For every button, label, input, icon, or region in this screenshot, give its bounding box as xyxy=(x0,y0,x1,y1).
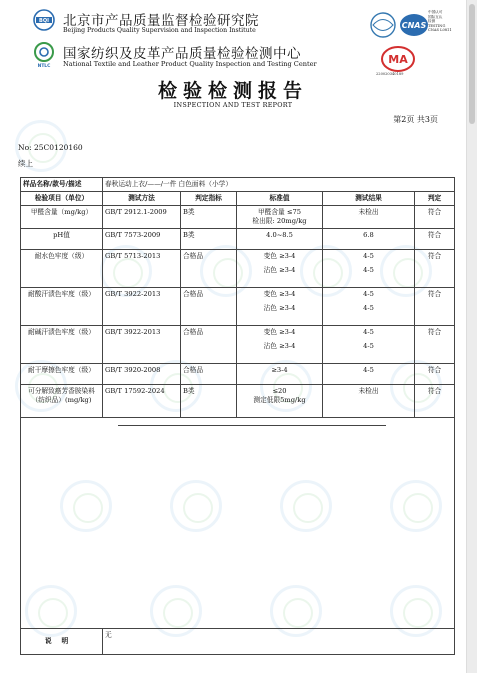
test-result xyxy=(323,250,415,288)
table-row xyxy=(21,288,455,326)
result-line: 4-5 xyxy=(363,342,374,350)
verdict: 符合 xyxy=(415,385,455,418)
cnas-caption: 中国认可 国际互认 检测 TESTING CNAS L0811 xyxy=(428,10,452,32)
standard-value: 4.0~8.5 xyxy=(237,229,323,250)
table-row xyxy=(21,206,455,229)
continued-label: 续上 xyxy=(18,159,33,168)
judgment-index: B类 xyxy=(181,206,237,229)
blank-area xyxy=(21,418,455,629)
result-line: 4-5 xyxy=(363,266,374,274)
verdict: 符合 xyxy=(415,364,455,385)
standard-line: 沾色 ≥3-4 xyxy=(263,304,296,312)
bqi-logo-icon xyxy=(33,9,55,31)
test-method: GB/T 3922-2013 xyxy=(103,326,181,364)
result-line: 4-5 xyxy=(363,304,374,312)
standard-line: 沾色 ≥3-4 xyxy=(263,266,296,274)
institute-name-en: Beijing Products Quality Supervision and Inspection Institute xyxy=(63,27,256,34)
result-line: 4-5 xyxy=(363,252,374,260)
test-method: GB/T 7573-2009 xyxy=(103,229,181,250)
test-item: 甲醛含量（mg/kg） xyxy=(21,206,103,229)
end-of-table-line xyxy=(118,425,386,426)
center-name-en: National Textile and Leather Product Quality Inspection and Testing Center xyxy=(63,60,317,68)
report-number: No: 25C0120160 xyxy=(18,143,83,152)
standard-value xyxy=(237,326,323,364)
test-method: GB/T 17592-2024 xyxy=(103,385,181,418)
table-row xyxy=(21,229,455,250)
result-line: 4-5 xyxy=(363,328,374,336)
page-number: 第2页 共3页 xyxy=(393,115,438,124)
standard-line: 测定低限5mg/kg xyxy=(253,396,306,404)
table-row xyxy=(21,250,455,288)
report-title-en: INSPECTION AND TEST REPORT xyxy=(173,101,293,109)
standard-value xyxy=(237,385,323,418)
standard-value xyxy=(237,288,323,326)
institute-name-cn: 北京市产品质量监督检验研究院 xyxy=(63,13,259,29)
table-row xyxy=(21,326,455,364)
verdict: 符合 xyxy=(415,229,455,250)
test-item: 耐碱汗渍色牢度（级） xyxy=(21,326,103,364)
verdict: 符合 xyxy=(415,206,455,229)
judgment-index: 合格品 xyxy=(181,326,237,364)
test-item: pH值 xyxy=(21,229,103,250)
table-header xyxy=(21,192,455,206)
svg-text:CNAS: CNAS xyxy=(401,21,427,30)
test-results-table xyxy=(20,177,455,655)
verdict: 符合 xyxy=(415,288,455,326)
test-method: GB/T 2912.1-2009 xyxy=(103,206,181,229)
report-title-cn: 检验检测报告 xyxy=(157,80,308,102)
judgment-index: 合格品 xyxy=(181,364,237,385)
test-result: 6.8 xyxy=(323,229,415,250)
test-method: GB/T 3922-2013 xyxy=(103,288,181,326)
sample-row xyxy=(21,178,455,192)
sample-value: 春秋运动上衣/——/一件 白色面料（小学） xyxy=(103,178,455,192)
svg-text:MA: MA xyxy=(388,53,408,66)
test-result xyxy=(323,326,415,364)
standard-value xyxy=(237,250,323,288)
standard-line: 沾色 ≥3-4 xyxy=(263,342,296,350)
judgment-index: B类 xyxy=(181,385,237,418)
col-header: 标准值 xyxy=(237,192,323,206)
judgment-index: 合格品 xyxy=(181,250,237,288)
verdict: 符合 xyxy=(415,326,455,364)
test-result xyxy=(323,288,415,326)
cma-number: 220020340189 xyxy=(376,72,404,76)
scrollbar-thumb[interactable] xyxy=(469,4,475,124)
standard-line: 变色 ≥3-4 xyxy=(263,328,296,336)
col-header: 判定指标 xyxy=(181,192,237,206)
svg-text:BQI: BQI xyxy=(39,18,49,24)
test-item: 耐水色牢度（级） xyxy=(21,250,103,288)
test-result: 4-5 xyxy=(323,364,415,385)
test-result: 未检出 xyxy=(323,385,415,418)
judgment-index: 合格品 xyxy=(181,288,237,326)
col-header: 测试结果 xyxy=(323,192,415,206)
table-row xyxy=(21,385,455,418)
standard-line: 变色 ≥3-4 xyxy=(263,252,296,260)
cma-mark-icon xyxy=(380,45,416,73)
standard-value xyxy=(237,206,323,229)
test-method: GB/T 3920-2008 xyxy=(103,364,181,385)
center-name-cn: 国家纺织及皮革产品质量检验检测中心 xyxy=(63,46,301,62)
remark-label: 说明 xyxy=(21,629,103,655)
test-item: 耐干摩擦色牢度（级） xyxy=(21,364,103,385)
table-row xyxy=(21,364,455,385)
svg-text:NTLC: NTLC xyxy=(37,64,51,68)
test-item: 可分解致癌芳香胺染料（纺织品）(mg/kg) xyxy=(21,385,103,418)
col-header: 判定 xyxy=(415,192,455,206)
standard-line: 检出限: 20mg/kg xyxy=(252,217,307,225)
test-method: GB/T 5713-2013 xyxy=(103,250,181,288)
standard-value: ≥3-4 xyxy=(237,364,323,385)
standard-line: ≤20 xyxy=(272,387,287,395)
result-line: 4-5 xyxy=(363,290,374,298)
col-header: 检验项目（单位） xyxy=(21,192,103,206)
blank-cell xyxy=(21,418,455,629)
remark-row xyxy=(21,629,455,655)
vertical-scrollbar[interactable] xyxy=(466,0,477,673)
standard-line: 变色 ≥3-4 xyxy=(263,290,296,298)
sample-label: 样品名称/款号/描述 xyxy=(21,178,103,192)
judgment-index: B类 xyxy=(181,229,237,250)
verdict: 符合 xyxy=(415,250,455,288)
test-item: 耐酸汗渍色牢度（级） xyxy=(21,288,103,326)
standard-line: 甲醛含量 ≤75 xyxy=(258,208,301,216)
nttc-logo-icon xyxy=(30,40,58,68)
test-result: 未检出 xyxy=(323,206,415,229)
remark-value: 无 xyxy=(103,629,455,655)
col-header: 测试方法 xyxy=(103,192,181,206)
